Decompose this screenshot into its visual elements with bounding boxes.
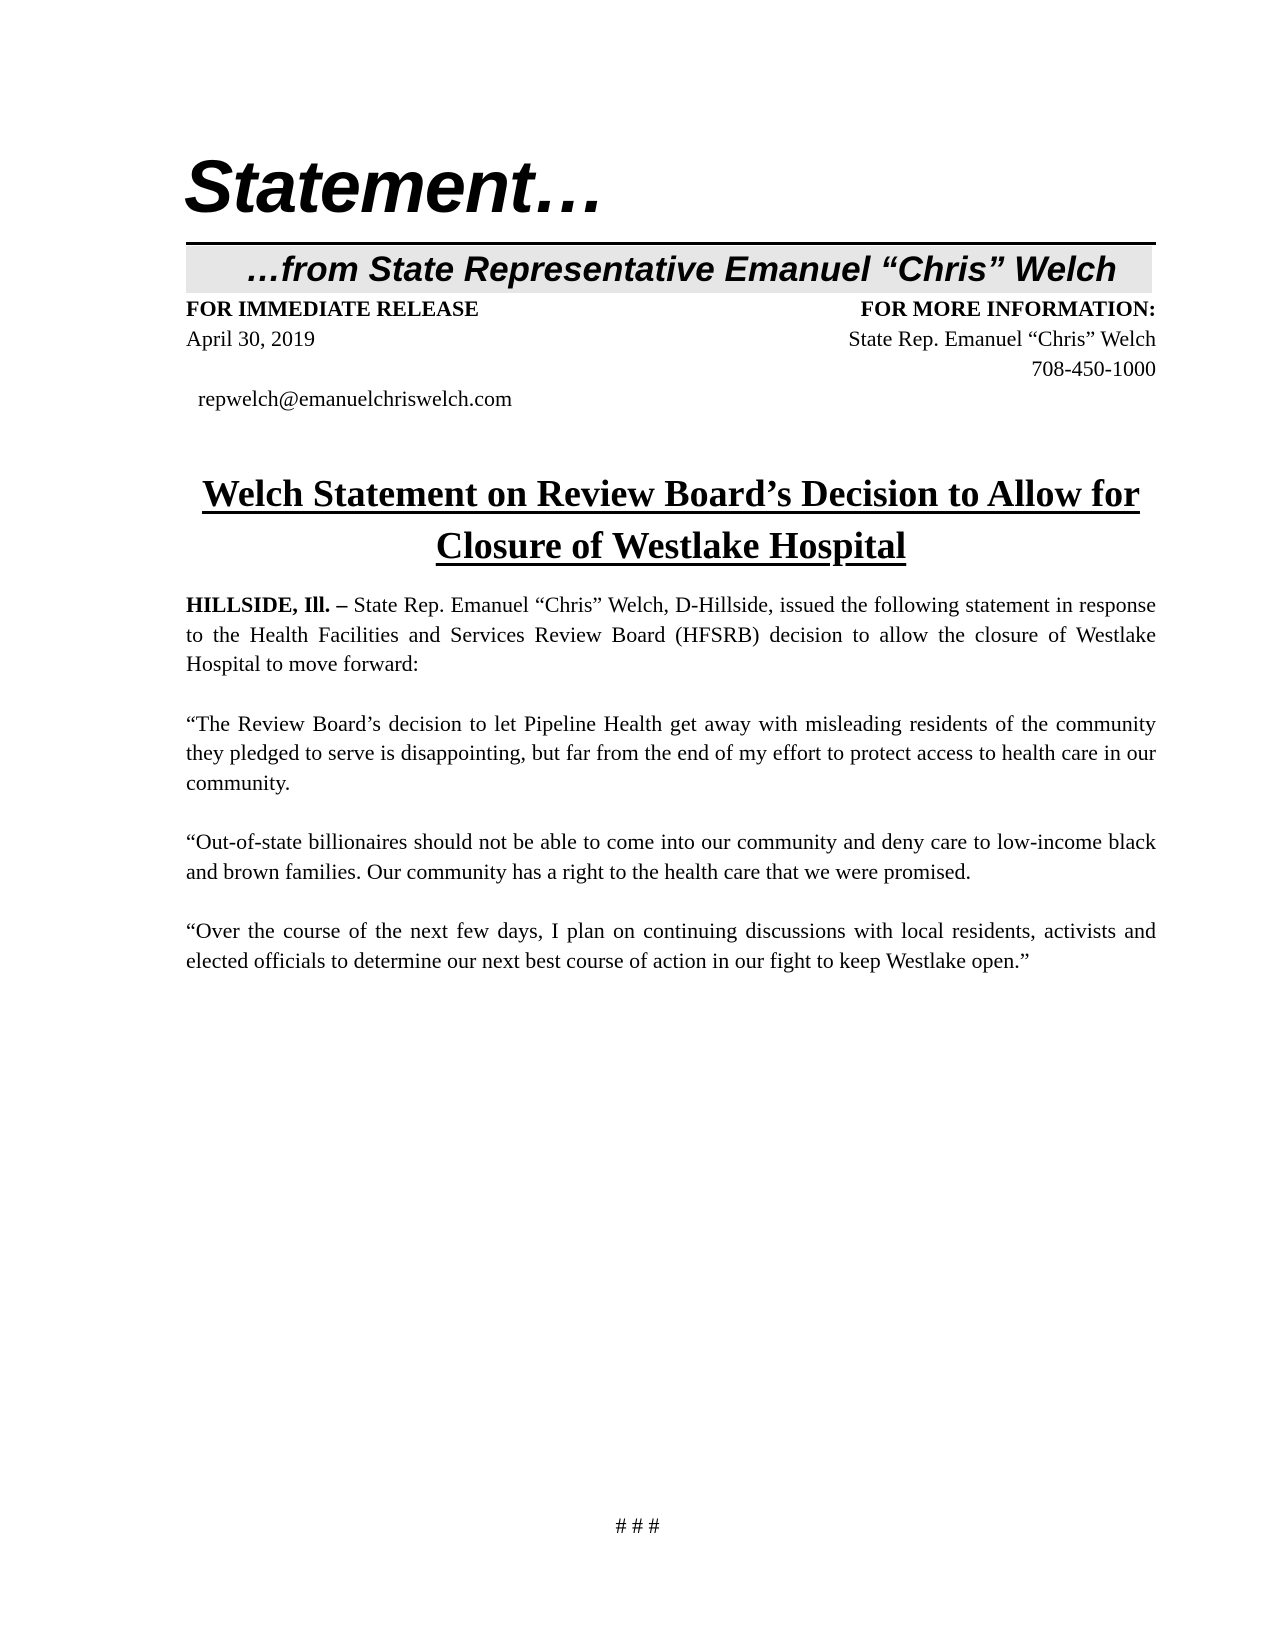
masthead-title: Statement… bbox=[184, 145, 606, 228]
contact-info bbox=[848, 294, 1156, 384]
statement-body bbox=[186, 590, 1156, 1005]
body-paragraph bbox=[186, 590, 1156, 679]
masthead-rule bbox=[186, 242, 1156, 245]
release-info bbox=[186, 294, 479, 354]
masthead-subtitle: …from State Representative Emanuel “Chris” Welch bbox=[246, 250, 1117, 289]
end-mark: # # # bbox=[615, 1513, 660, 1538]
body-paragraph: “Over the course of the next few days, I plan on continuing discussions with local residents, activists and elected officials to determine our next best course of action in our fight to keep Westlake open.” bbox=[186, 918, 1156, 973]
dateline: HILLSIDE, Ill. – bbox=[186, 592, 348, 617]
contact-label: FOR MORE INFORMATION: bbox=[860, 296, 1156, 321]
headline: Welch Statement on Review Board’s Decision to Allow for Closure of Westlake Hospital bbox=[202, 473, 1140, 567]
contact-email: repwelch@emanuelchriswelch.com bbox=[198, 386, 513, 411]
body-paragraph-text: State Rep. Emanuel “Chris” Welch, D-Hillside, issued the following statement in response to the Health Facilities and Services Review Board (HFSRB) decision to allow the closure of Westlake Hospital to move forward: bbox=[186, 592, 1157, 676]
contact-name: State Rep. Emanuel “Chris” Welch bbox=[848, 326, 1156, 351]
release-date: April 30, 2019 bbox=[186, 326, 315, 351]
body-paragraph: “Out-of-state billionaires should not be able to come into our community and deny care to low-income black and brown families. Our community has a right to the health care that we were promised. bbox=[186, 829, 1156, 884]
contact-phone: 708-450-1000 bbox=[1031, 356, 1156, 381]
body-paragraph: “The Review Board’s decision to let Pipeline Health get away with misleading residents of the community they pledged to serve is disappointing, but far from the end of my effort to protect access to health care in our community. bbox=[186, 710, 1156, 795]
masthead-subtitle-band bbox=[186, 246, 1152, 293]
release-label: FOR IMMEDIATE RELEASE bbox=[186, 296, 479, 321]
